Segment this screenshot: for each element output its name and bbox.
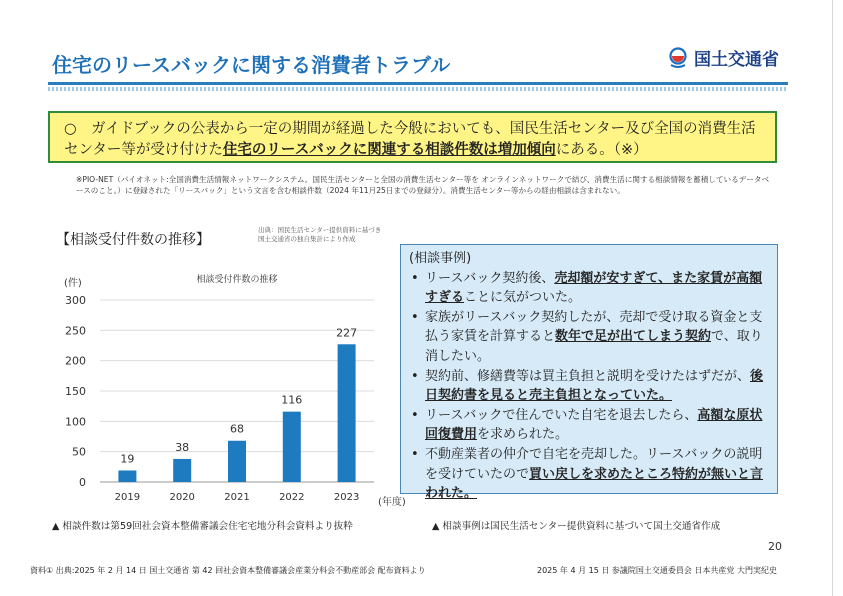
consultation-cases-box (400, 244, 778, 502)
case-item (409, 406, 769, 445)
footer-source: 資料① 出典:2025 年 2 月 14 日 国土交通省 第 42 回社会資本整備審議会産業分科会不動産部会 配布資料より (30, 566, 426, 575)
summary-lead: ○ ガイドブックの公表から一定の期間が経過した今般においても、国民生活センター及び全国の消費生活センター等が受け付けた (64, 121, 756, 158)
summary-highlight: 住宅のリースバックに関連する相談件数は増加傾向 (222, 142, 556, 158)
case-item (409, 308, 769, 367)
cases-note: ▲ 相談事例は国民生活センター提供資料に基づいて国土交通省作成 (432, 521, 721, 532)
x-tick-label: 2022 (279, 492, 305, 503)
mlit-logo-icon (668, 47, 688, 69)
data-label: 68 (230, 422, 244, 436)
case-item (409, 367, 769, 406)
page-edge-line (832, 0, 833, 596)
summary-tail: にある。（※） (555, 142, 648, 158)
cases-list (409, 269, 769, 504)
chart-source-line: 出典：国民生活センター提供資料に基づき (258, 226, 382, 234)
case-text-bold: 数年で足が出てしまう契約 (555, 329, 712, 345)
data-label: 19 (120, 452, 135, 466)
bar (338, 344, 356, 482)
case-text-pre: リースバック契約後、 (425, 270, 555, 286)
case-text-bold: 売却額が安すぎて、また家賃が高額すぎる (425, 270, 763, 306)
x-tick-label: 2023 (333, 492, 360, 503)
case-text-bold: 買い戻しを求めたところ特約が無いと言われた。 (425, 466, 764, 502)
x-axis-label: (年度) (378, 497, 406, 508)
y-tick-label: 250 (65, 324, 86, 338)
data-label: 227 (336, 326, 358, 340)
y-tick-label: 50 (72, 445, 86, 459)
case-text-pre: リースバックで住んでいた自宅を退去したら、 (425, 407, 698, 423)
pio-net-footnote: ※PIO-NET（パイオネット:全国消費生活情報ネットワークシステム。国民生活センターと全国の消費生活センター等を オンラインネットワークで結び、消費生活に関する相談情報を蓄積しているデータベースのこと。）に登録された「リースバック」という文言を含む相談件数（2024 年11月25日までの登録分）。消費生活センター等からの経由相談は含まれない。 (76, 175, 770, 195)
x-tick-label: 2020 (169, 492, 195, 503)
chart-title: 相談受付件数の推移 (196, 275, 278, 285)
bar (118, 470, 136, 482)
footer-credit: 2025 年 4 月 15 日 参議院国土交通委員会 日本共産党 大門実紀史 (537, 566, 777, 575)
y-axis-label: (件) (64, 278, 82, 289)
chart-note: ▲ 相談件数は第59回社会資本整備審議会住宅宅地分科会資料より抜粋 (52, 521, 353, 532)
chart-source-line: 国土交通省の独自集計により作成 (258, 235, 356, 243)
case-text-bold: 高額な原状回復費用 (425, 407, 763, 443)
case-text-pre: 契約前、修繕費等は買主負担と説明を受けたはずだが、 (425, 368, 751, 384)
summary-box (48, 111, 777, 163)
case-text-bold: 後日契約書を見ると売主負担となっていた。 (425, 368, 764, 404)
chart-section-heading: 【相談受付件数の推移】 (56, 232, 210, 248)
title-underline (48, 82, 788, 85)
case-text-post: で、取り消したい。 (425, 329, 763, 364)
case-text-post: を求められた。 (477, 427, 569, 443)
slide-title: 住宅のリースバックに関する消費者トラブル (52, 53, 451, 77)
case-text-pre: 不動産業者の仲介で自宅を売却した。リースバックの説明を受けていたので (425, 446, 763, 482)
bar (283, 412, 301, 482)
consultation-count-chart (52, 262, 412, 510)
x-tick-label: 2021 (224, 492, 250, 503)
logo-text: 国土交通省 (694, 50, 779, 70)
page-number: 20 (768, 540, 782, 553)
data-label: 116 (281, 393, 303, 407)
case-text-pre: 家族がリースバック契約したが、売却で受け取る資金と支払う家賃を計算すると (425, 309, 763, 345)
y-tick-label: 150 (65, 385, 86, 398)
y-tick-label: 0 (79, 476, 86, 489)
x-tick-label: 2019 (114, 492, 141, 503)
y-tick-label: 300 (65, 294, 86, 307)
case-item (409, 445, 769, 504)
cases-heading: (相談事例) (409, 251, 472, 266)
bar (173, 459, 191, 482)
case-item (409, 269, 769, 308)
data-label: 38 (175, 440, 190, 454)
y-tick-label: 100 (65, 415, 86, 429)
title-stripe (48, 87, 788, 91)
y-tick-label: 200 (65, 354, 86, 368)
chart-source-note (258, 226, 381, 244)
case-text-post: ことに気がついた。 (464, 290, 582, 306)
bar (228, 441, 246, 482)
ministry-logo (668, 45, 779, 70)
